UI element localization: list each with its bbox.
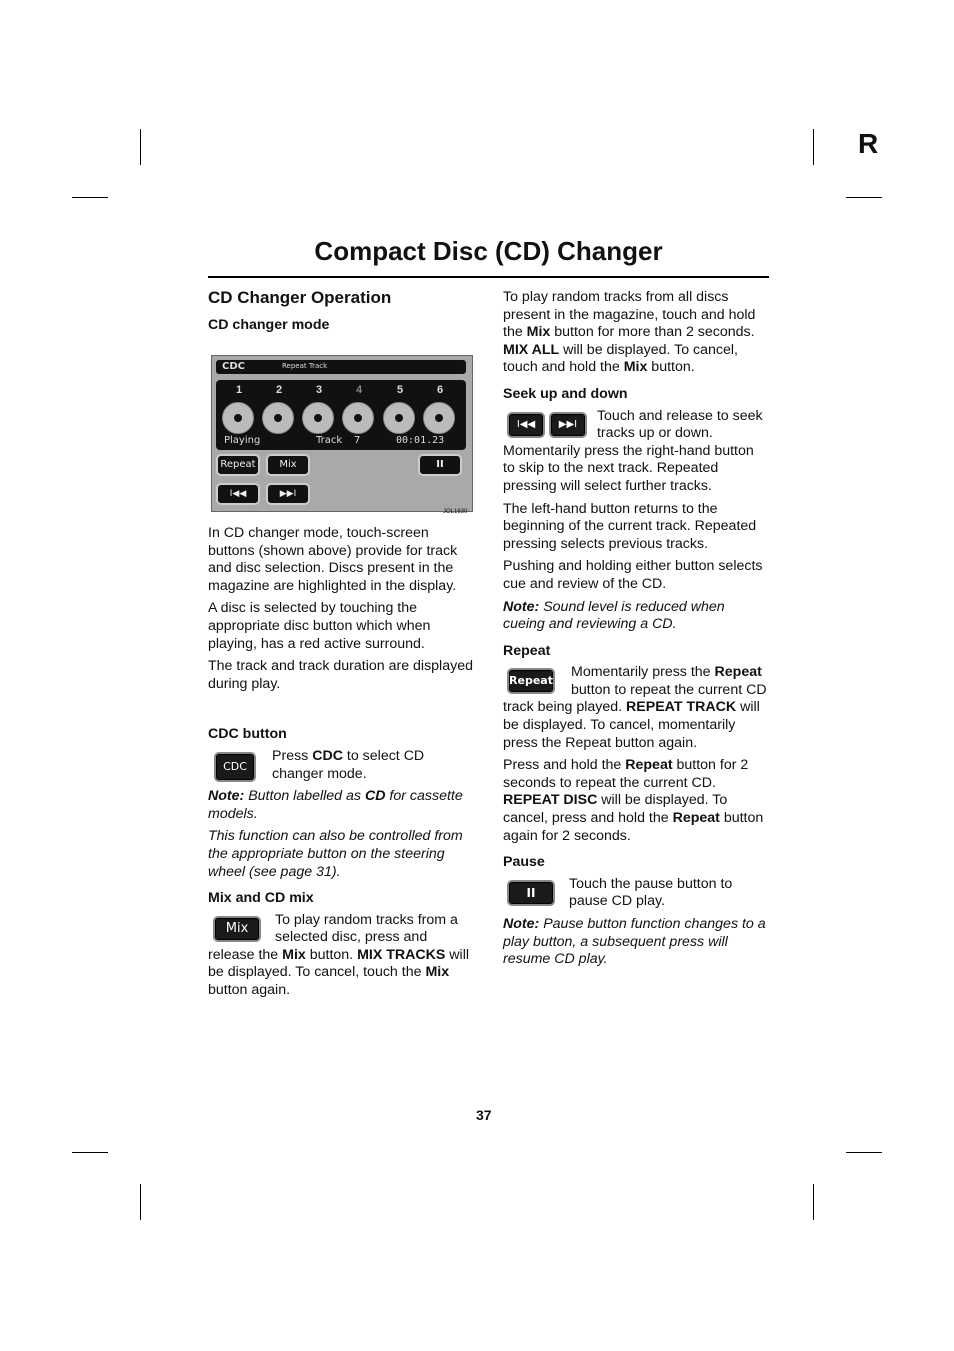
disc-number: 5 [397,384,404,396]
disc-icon[interactable] [302,402,334,434]
next-track-icon: ▶▶I [549,412,587,438]
pause-button[interactable]: II [418,454,462,476]
paragraph: A disc is selected by touching the appropriate disc button which when playing, has a red active surround. [208,600,431,652]
paragraph: Momentarily press the Repeat button to repeat the current CD track being played. REPEAT TRACK will be displayed. To cancel, momentarily press the Repeat button again. [503,664,767,751]
crop-mark [72,197,108,198]
page-number: 37 [476,1107,492,1123]
track-number: 7 [354,435,361,446]
seek-buttons [507,412,587,438]
disc-number: 2 [276,384,283,396]
screen-title: CDC [222,361,245,372]
paragraph: To play random tracks from all discs present in the magazine, touch and hold the Mix button for more than 2 seconds. MIX ALL will be displayed. To cancel, touch and hold the Mix button. [503,289,756,376]
paragraph: Press and hold the Repeat button for 2 seconds to repeat the current CD. REPEAT DISC will be displayed. To cancel, press and hold the Repeat button again for 2 seconds. [503,757,764,844]
disc-icon[interactable] [222,402,254,434]
previous-track-button[interactable]: I◀◀ [216,483,260,505]
mix-button[interactable]: Mix [266,454,310,476]
disc-number: 3 [316,384,323,396]
track-time: 00:01.23 [396,435,445,446]
disc-icon[interactable] [262,402,294,434]
pause-button-icon: II [507,880,555,906]
disc-icon[interactable] [423,402,455,434]
paragraph: Press CDC to select CD changer mode. [272,747,425,782]
figure-reference: JOL1630 [443,509,468,515]
pause-heading: Pause [503,854,545,871]
repeat-button[interactable]: Repeat [216,454,260,476]
paragraph: Touch the pause button to pause CD play. [569,875,733,910]
paragraph: The left-hand button returns to the beginning of the current track. Repeated pressing selects previous tracks. [503,500,757,552]
crop-mark [72,1152,108,1153]
page-title: Compact Disc (CD) Changer [314,236,663,266]
section-heading: CD Changer Operation [208,288,392,307]
previous-track-icon: I◀◀ [507,412,545,438]
paragraph: To play random tracks from a selected disc, press and release the Mix button. MIX TRACKS will be displayed. To cancel, touch the Mix button again. [208,911,470,999]
disc-icon[interactable] [383,402,415,434]
mix-heading: Mix and CD mix [208,890,314,907]
paragraph: Pushing and holding either button selects cue and review of the CD. [503,558,763,592]
crop-mark [813,1184,814,1220]
disc-number: 4 [356,384,363,396]
cdc-heading: CDC button [208,726,287,743]
note: Note: Button labelled as CD for cassette models. [208,788,463,822]
screen-title-bar [216,360,466,374]
section-letter: R [858,128,879,159]
note: Note: Sound level is reduced when cueing and reviewing a CD. [503,598,725,633]
crop-mark [813,129,814,165]
paragraph: Touch and release to seek tracks up or down. Momentarily press the right-hand button to skip to the next track. Repeated pressing will select further tracks. [503,407,763,494]
paragraph: The track and track duration are displayed during play. [208,658,473,692]
playing-label: Playing [224,435,261,446]
screen-status: Repeat Track [282,362,328,370]
crop-mark [140,1184,141,1220]
right-column [503,289,769,974]
left-column-body [208,525,473,1005]
crop-mark [140,129,141,165]
title-rule [208,276,769,278]
mix-button-icon: Mix [213,916,261,942]
seek-heading: Seek up and down [503,385,628,402]
track-label: Track [316,435,343,446]
disc-panel [216,380,466,450]
cdc-button-icon: CDC [214,752,256,782]
paragraph: In CD changer mode, touch-screen buttons (shown above) provide for track and disc selection. Discs present in the magazine are highlighted in the display. [208,525,458,594]
note: Note: Pause button function changes to a play button, a subsequent press will resume CD play. [503,916,766,968]
crop-mark [846,1152,882,1153]
cd-changer-screen [211,355,473,512]
disc-number: 6 [437,384,444,396]
paragraph: This function can also be controlled from the appropriate button on the steering wheel (see page 31). [208,828,463,880]
disc-icon[interactable] [342,402,374,434]
repeat-button-icon: Repeat [507,668,555,694]
crop-mark [846,197,882,198]
left-column-top [208,289,473,338]
disc-number: 1 [236,384,243,396]
next-track-button[interactable]: ▶▶I [266,483,310,505]
repeat-heading: Repeat [503,642,551,659]
mode-heading: CD changer mode [208,316,330,333]
